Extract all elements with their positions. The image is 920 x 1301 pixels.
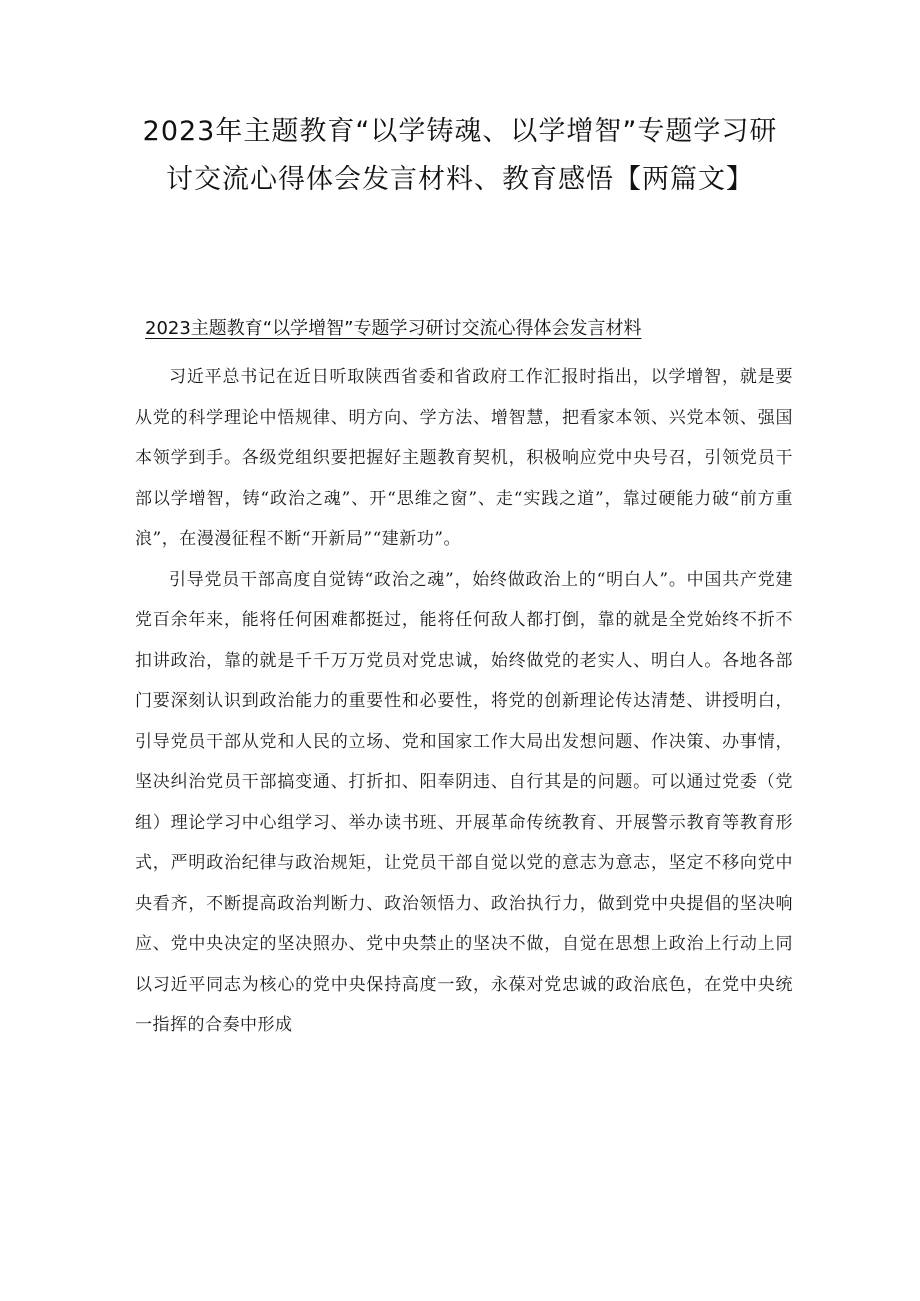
document-title-line-1: 2023年主题教育“以学铸魂、以学增智”专题学习研: [142, 116, 778, 147]
body-text: [135, 357, 793, 1046]
section-heading: 2023主题教育“以学增智”专题学习研讨交流心得体会发言材料: [145, 318, 642, 339]
paragraph-2: 引导党员干部高度自觉铸“政治之魂”，始终做政治上的“明白人”。中国共产党建党百余年来，能将任何困难都挺过，能将任何敌人都打倒，靠的就是全党始终不折不扣讲政治，靠的就是千千万万党员对党忠诚，始终做党的老实人、明白人。各地各部门要深刻认识到政治能力的重要性和必要性，将党的创新理论传达清楚、讲授明白，引导党员干部从党和人民的立场、党和国家工作大局出发想问题、作决策、办事情，坚决纠治党员干部搞变通、打折扣、阳奉阴违、自行其是的问题。可以通过党委（党组）理论学习中心组学习、举办读书班、开展革命传统教育、开展警示教育等教育形式，严明政治纪律与政治规矩，让党员干部自觉以党的意志为意志，坚定不移向党中央看齐，不断提高政治判断力、政治领悟力、政治执行力，做到党中央提倡的坚决响应、党中央决定的坚决照办、党中央禁止的坚决不做，自觉在思想上政治上行动上同以习近平同志为核心的党中央保持高度一致，永葆对党忠诚的政治底色，在党中央统一指挥的合奏中形成: [135, 569, 793, 1035]
paragraph-1: 习近平总书记在近日听取陕西省委和省政府工作汇报时指出，以学增智，就是要从党的科学理论中悟规律、明方向、学方法、增智慧，把看家本领、兴党本领、强国本领学到手。各级党组织要把握好主题教育契机，积极响应党中央号召，引领党员干部以学增智，铸“政治之魂”、开“思维之窗”、走“实践之道”，靠过硬能力破“前方重浪”，在漫漫征程不断“开新局”“建新功”。: [135, 367, 793, 549]
document-title-line-2: 讨交流心得体会发言材料、教育感悟【两篇文】: [166, 164, 754, 195]
document-title: [100, 108, 820, 204]
